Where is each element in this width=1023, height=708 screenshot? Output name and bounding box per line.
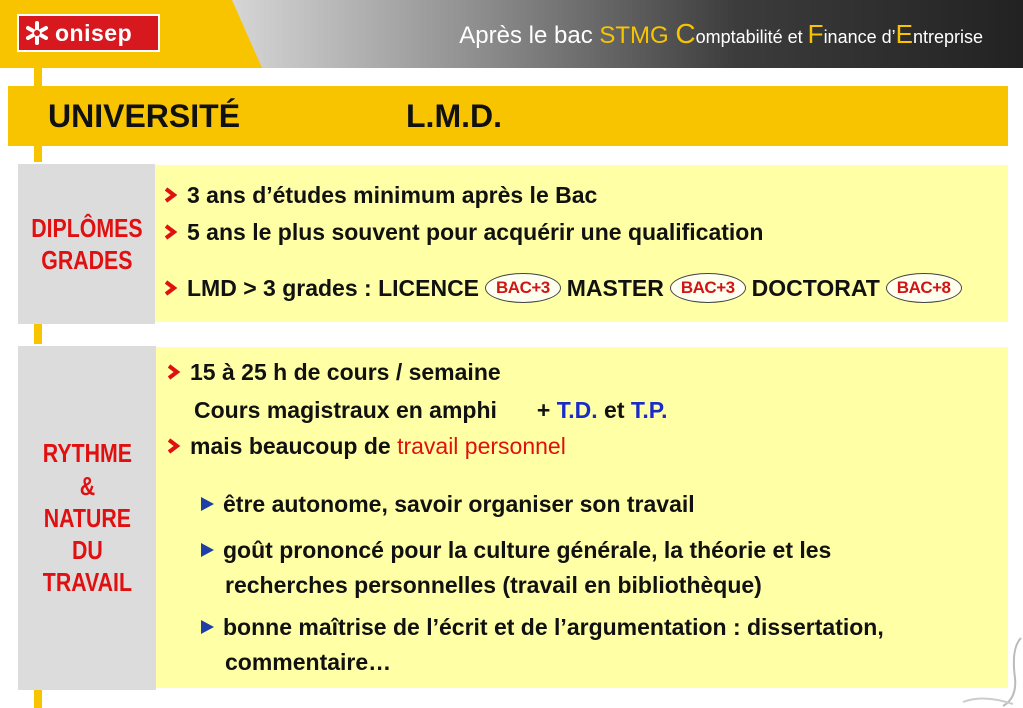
diplomes-label: DIPLÔMES GRADES <box>30 212 143 275</box>
diplomes-label-box <box>18 162 155 324</box>
title-lmd: L.M.D. <box>406 98 502 134</box>
header-bar <box>0 0 1023 68</box>
sub-bullet-ecrit-cont: commentaire… <box>225 649 392 675</box>
bullet-5-ans: 5 ans le plus souvent pour acquérir une qualification <box>163 219 763 246</box>
title-universite: UNIVERSITÉ <box>48 98 241 134</box>
sub-bullet-autonome: être autonome, savoir organiser son travail <box>199 491 695 518</box>
chevron-right-icon <box>163 224 179 240</box>
bullet-lmd-grades: LMD > 3 grades : LICENCE BAC+3 MASTER BAC+3 DOCTORAT BAC+8 <box>163 275 968 305</box>
triangle-right-icon <box>199 618 215 636</box>
title-bar <box>8 86 1008 146</box>
chevron-right-icon <box>166 438 182 454</box>
chevron-right-icon <box>166 364 182 380</box>
chevron-right-icon <box>163 280 179 296</box>
header-title: Après le bac STMG Comptabilité et Finance d’Entreprise <box>459 18 983 49</box>
doctorat-badge: BAC+8 <box>886 273 962 303</box>
onisep-logo[interactable] <box>17 14 160 52</box>
triangle-right-icon <box>199 495 215 513</box>
corner-decoration <box>923 618 1023 708</box>
sub-bullet-ecrit: bonne maîtrise de l’écrit et de l’argumentation : dissertation, <box>199 614 884 641</box>
licence-badge: BAC+3 <box>485 273 561 303</box>
chevron-right-icon <box>163 187 179 203</box>
line-cours-magistraux: Cours magistraux en amphi + T.D. et T.P. <box>194 397 668 423</box>
triangle-right-icon <box>199 541 215 559</box>
rythme-label: RYTHME & NATURE DU TRAVAIL <box>42 438 132 598</box>
logo-text: onisep <box>55 19 133 46</box>
master-badge: BAC+3 <box>670 273 746 303</box>
bullet-travail-personnel: mais beaucoup de travail personnel <box>166 433 566 460</box>
asterisk-logo-icon <box>19 16 55 50</box>
rythme-label-box <box>18 344 156 690</box>
bullet-heures-cours: 15 à 25 h de cours / semaine <box>166 359 501 386</box>
bullet-3-ans: 3 ans d’études minimum après le Bac <box>163 182 597 209</box>
sub-bullet-culture-generale: goût prononcé pour la culture générale, la théorie et les <box>199 537 831 564</box>
sub-bullet-culture-generale-cont: recherches personnelles (travail en bibliothèque) <box>225 572 762 598</box>
